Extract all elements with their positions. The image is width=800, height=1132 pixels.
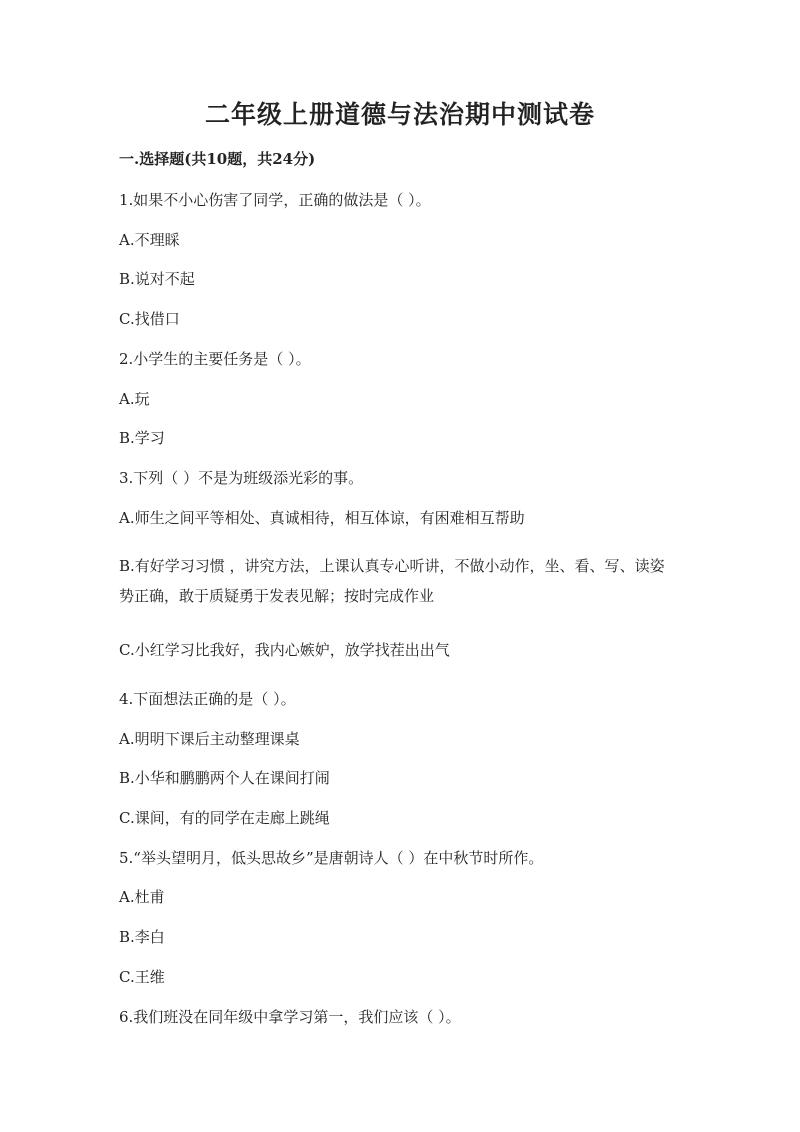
question-2-stem: 2.小学生的主要任务是（ ）。 bbox=[119, 350, 311, 368]
question-5-option-b: B.李白 bbox=[119, 928, 165, 946]
question-4-stem: 4.下面想法正确的是（ ）。 bbox=[119, 690, 296, 708]
exam-title: 二年级上册道德与法治期中测试卷 bbox=[204, 100, 595, 129]
question-6-stem: 6.我们班没在同年级中拿学习第一，我们应该（ ）。 bbox=[119, 1008, 461, 1026]
question-1-option-a: A.不理睬 bbox=[119, 231, 180, 249]
question-3-stem: 3.下列（ ）不是为班级添光彩的事。 bbox=[119, 469, 364, 487]
question-5-stem: 5.“举头望明月，低头思故乡”是唐朝诗人（ ）在中秋节时所作。 bbox=[119, 849, 544, 867]
section-heading: 一.选择题(共10题，共24分) bbox=[119, 150, 316, 168]
question-3-option-a: A.师生之间平等相处、真诚相待，相互体谅，有困难相互帮助 bbox=[119, 509, 525, 527]
question-1-stem: 1.如果不小心伤害了同学，正确的做法是（ ）。 bbox=[119, 191, 431, 209]
question-4-option-a: A.明明下课后主动整理课桌 bbox=[119, 730, 300, 748]
question-2-option-a: A.玩 bbox=[119, 390, 150, 408]
question-3-option-c: C.小红学习比我好，我内心嫉妒，放学找茬出出气 bbox=[119, 641, 450, 659]
question-5-option-c: C.王维 bbox=[119, 968, 165, 986]
question-1-option-b: B.说对不起 bbox=[119, 270, 195, 288]
question-3-option-b: B.有好学习习惯 ，讲究方法，上课认真专心听讲，不做小动作，坐、看、写、读姿势正确，敢于质疑勇于发表见解；按时完成作业 bbox=[119, 557, 665, 605]
question-5-option-a: A.杜甫 bbox=[119, 888, 165, 906]
question-4-option-c: C.课间，有的同学在走廊上跳绳 bbox=[119, 809, 330, 827]
question-2-option-b: B.学习 bbox=[119, 429, 165, 447]
question-1-option-c: C.找借口 bbox=[119, 310, 180, 328]
question-4-option-b: B.小华和鹏鹏两个人在课间打闹 bbox=[119, 769, 330, 787]
